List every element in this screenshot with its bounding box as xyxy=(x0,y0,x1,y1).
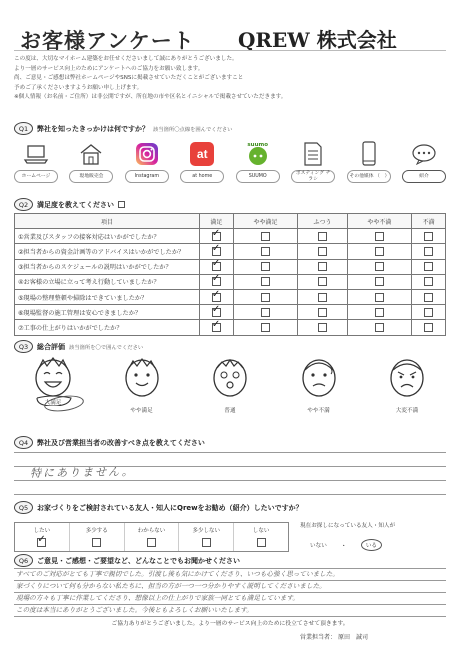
intro-text xyxy=(14,55,444,103)
rating-cell xyxy=(200,244,234,259)
rating-checkbox[interactable] xyxy=(261,308,270,317)
option-label: したい xyxy=(33,528,51,534)
rating-cell xyxy=(412,229,446,244)
satisfaction-item: ④お客様の立場に立って考え行動していましたか？ xyxy=(15,274,200,289)
satisfaction-item: ③担当者からのスケジュールの説明はいかがでしたか？ xyxy=(15,259,200,274)
rating-cell xyxy=(298,229,347,244)
face-label: やや不満 xyxy=(307,408,330,414)
rating-checkbox[interactable] xyxy=(261,247,270,256)
rating-checkbox[interactable] xyxy=(261,293,270,302)
rating-cell xyxy=(298,274,347,289)
company-name: QREW 株式会社 xyxy=(238,28,397,52)
rating-checkbox[interactable] xyxy=(261,277,270,286)
table-header-row xyxy=(15,214,446,229)
rating-cell xyxy=(200,274,234,289)
satisfaction-item: ⑥現場監督の施工管理は安心できましたか？ xyxy=(15,305,200,320)
source-open-house[interactable] xyxy=(69,141,113,193)
source-label: その他媒体 （ ） xyxy=(347,170,391,183)
q2-heading xyxy=(14,198,125,211)
rating-checkbox[interactable] xyxy=(318,293,327,302)
source-athome[interactable] xyxy=(180,141,224,193)
intro-line: 尚、ご意見・ご感想は弊社ホームページやSNSに掲載させていただくことがございますこと xyxy=(14,75,244,82)
rating-checkbox[interactable] xyxy=(375,293,384,302)
source-referral[interactable] xyxy=(402,141,446,193)
rating-checkbox[interactable] xyxy=(318,232,327,241)
option-checkbox[interactable] xyxy=(92,538,101,547)
q5-number: Q5 xyxy=(14,501,33,514)
recommend-option[interactable] xyxy=(179,523,234,551)
rating-cell xyxy=(412,289,446,304)
answer-line xyxy=(14,481,446,495)
flyer-icon xyxy=(300,141,326,167)
intro-line: ※個人情報（お名前・ご住所）は非公開ですが、所在地の市や区名とイニシャルで掲載させていただきます。 xyxy=(14,94,287,101)
face-neutral[interactable] xyxy=(197,354,263,414)
rating-cell xyxy=(200,229,234,244)
source-homepage[interactable] xyxy=(14,141,58,193)
q5-heading xyxy=(14,501,303,514)
source-label: ポスティング チラシ xyxy=(291,170,335,183)
rating-cell xyxy=(233,274,298,289)
q1-heading xyxy=(14,122,232,135)
recommend-option[interactable] xyxy=(15,523,70,551)
rating-cell xyxy=(347,289,412,304)
option-label: 多少する xyxy=(85,528,108,534)
col-header: 不満 xyxy=(412,214,446,229)
table-row xyxy=(15,259,446,274)
rating-cell xyxy=(347,274,412,289)
rating-checkbox[interactable] xyxy=(318,247,327,256)
rating-checkbox[interactable] xyxy=(375,308,384,317)
rating-checkbox[interactable] xyxy=(375,232,384,241)
option-checkbox[interactable] xyxy=(147,538,156,547)
source-label: 現地販売会 xyxy=(69,170,113,183)
satisfaction-table xyxy=(14,213,446,336)
face-somewhat-satisfied[interactable] xyxy=(109,354,175,414)
answer-text-line: この度は本当にありがとうございました。今後ともよろしくお願いいたします。 xyxy=(16,606,253,614)
face-frown-icon xyxy=(291,354,347,406)
recommend-option[interactable] xyxy=(125,523,180,551)
rating-cell xyxy=(233,244,298,259)
rating-cell xyxy=(298,289,347,304)
rating-checkbox[interactable] xyxy=(375,247,384,256)
friend-option-none[interactable]: いない xyxy=(310,543,327,549)
rating-cell xyxy=(298,320,347,335)
col-header: ふつう xyxy=(298,214,347,229)
q6-number: Q6 xyxy=(14,554,33,567)
rating-checkbox[interactable] xyxy=(318,262,327,271)
q4-heading xyxy=(14,436,205,449)
table-row xyxy=(15,244,446,259)
face-label: 大満足 xyxy=(44,400,62,406)
rating-cell xyxy=(412,320,446,335)
rating-cell xyxy=(200,305,234,320)
satisfaction-item: ②担当者からの資金計画等のアドバイスはいかがでしたか？ xyxy=(15,244,200,259)
house-icon xyxy=(78,141,104,167)
footer-thanks: ご協力ありがとうございました。より一層のサービス向上のために役立てさせて頂きます。 xyxy=(111,621,349,627)
option-label: しない xyxy=(252,528,270,534)
rating-cell xyxy=(200,289,234,304)
suumo-logo-text: suumo xyxy=(247,142,268,148)
recommend-options xyxy=(14,522,289,552)
rating-cell xyxy=(233,305,298,320)
face-label: 普通 xyxy=(224,408,236,414)
recommend-option[interactable] xyxy=(70,523,125,551)
source-options xyxy=(14,141,446,193)
rating-cell xyxy=(412,305,446,320)
rating-checkbox[interactable] xyxy=(318,308,327,317)
option-label: わからない xyxy=(137,528,166,534)
face-somewhat-dissatisfied[interactable] xyxy=(286,354,352,414)
face-smile-icon xyxy=(114,354,170,406)
rating-cell xyxy=(233,289,298,304)
q3-heading xyxy=(14,340,143,353)
source-label: ホームページ xyxy=(14,170,58,183)
rating-cell xyxy=(298,305,347,320)
rating-cell xyxy=(200,259,234,274)
satisfaction-item: ⑤現場の整理整頓や掃除はできていましたか？ xyxy=(15,289,200,304)
rating-cell xyxy=(412,259,446,274)
q1-number: Q1 xyxy=(14,122,33,135)
rating-checkbox[interactable] xyxy=(318,277,327,286)
answer-text-line: 現場の方々も丁寧に作業してくださり、想像以上の仕上がりで家族一同とても満足しています。 xyxy=(16,594,300,602)
source-flyer[interactable] xyxy=(291,141,335,193)
answer-text-line: すべてのご対応がとても丁寧で親切でした。引渡し後も気にかけてくださり、いつも心強く思っていました。 xyxy=(16,570,339,578)
q2-check-icon xyxy=(118,201,125,208)
table-row xyxy=(15,320,446,335)
q3-note: 該当箇所を〇で囲んでください xyxy=(69,344,144,351)
athome-logo-text: at xyxy=(190,142,214,166)
col-header: 項目 xyxy=(15,214,200,229)
athome-icon xyxy=(189,141,215,167)
rating-checkbox[interactable] xyxy=(212,308,221,317)
rating-cell xyxy=(233,320,298,335)
rating-checkbox[interactable] xyxy=(212,232,221,241)
q1-note: 該当箇所〇点線を囲んでください xyxy=(153,126,233,133)
chat-icon xyxy=(411,141,437,167)
rating-checkbox[interactable] xyxy=(212,323,221,332)
q6-answer xyxy=(16,568,444,616)
rating-cell xyxy=(347,320,412,335)
phone-icon xyxy=(356,141,382,167)
rating-checkbox[interactable] xyxy=(261,323,270,332)
intro-line: 予めご了承くださいますようお願い申し上げます。 xyxy=(14,84,143,91)
q1-label: 弊社を知ったきっかけは何ですか？ xyxy=(37,124,149,133)
q2-number: Q2 xyxy=(14,198,33,211)
face-very-dissatisfied[interactable] xyxy=(374,354,440,414)
satisfaction-item: ①営業及びスタッフの接客対応はいかがでしたか？ xyxy=(15,229,200,244)
suumo-icon xyxy=(245,141,271,167)
rating-cell xyxy=(347,259,412,274)
answer-text-line: 家づくりについて何も分からない私たちに、担当の方が一つ一つ分かりやすく説明してくださいました。 xyxy=(16,582,326,590)
friend-options: いない ・ いる xyxy=(300,539,446,551)
table-row xyxy=(15,289,446,304)
col-header: やや満足 xyxy=(233,214,298,229)
rating-cell xyxy=(412,244,446,259)
rating-checkbox[interactable] xyxy=(424,247,433,256)
rating-checkbox[interactable] xyxy=(212,247,221,256)
q2-label: 満足度を教えてください xyxy=(37,200,114,209)
rating-checkbox[interactable] xyxy=(375,277,384,286)
rating-cell xyxy=(233,229,298,244)
staff-name: 原田 誠司 xyxy=(337,634,368,641)
table-row xyxy=(15,305,446,320)
friend-question-label: 現在お探しになっている友人・知人が xyxy=(300,523,396,529)
source-label: 紹介 xyxy=(402,170,446,183)
rating-cell xyxy=(298,244,347,259)
rating-checkbox[interactable] xyxy=(424,323,433,332)
rating-checkbox[interactable] xyxy=(424,293,433,302)
staff-label: 営業担当者： xyxy=(300,634,337,641)
face-label: 大変不満 xyxy=(395,408,419,414)
option-label: 多少しない xyxy=(192,528,221,534)
q3-number: Q3 xyxy=(14,340,33,353)
rating-checkbox[interactable] xyxy=(318,323,327,332)
q6-heading xyxy=(14,554,240,567)
rating-checkbox[interactable] xyxy=(212,293,221,302)
q3-label: 総合評価 xyxy=(37,342,65,351)
q4-answer: 特にありません。 xyxy=(29,465,135,480)
face-rating xyxy=(20,354,440,414)
rating-checkbox[interactable] xyxy=(424,232,433,241)
col-header: やや不満 xyxy=(347,214,412,229)
option-checkbox[interactable] xyxy=(257,538,266,547)
friend-option-yes[interactable]: いる xyxy=(361,539,382,551)
rating-cell xyxy=(412,274,446,289)
option-checkbox[interactable] xyxy=(202,538,211,547)
rating-checkbox[interactable] xyxy=(424,277,433,286)
intro-line: より一層のサービス向上のためにアンケートへのご協力をお願い致します。 xyxy=(14,65,204,72)
q5-label: お家づくりをご検討されている友人・知人にQrewをお勧め（紹介）したいですか？ xyxy=(37,503,303,512)
source-label: SUUMO xyxy=(236,170,280,183)
rating-checkbox[interactable] xyxy=(375,262,384,271)
rating-checkbox[interactable] xyxy=(424,308,433,317)
rating-checkbox[interactable] xyxy=(212,277,221,286)
rating-cell xyxy=(200,320,234,335)
instagram-icon xyxy=(134,141,160,167)
col-header: 満足 xyxy=(200,214,234,229)
sales-staff xyxy=(300,632,368,641)
satisfaction-item: ⑦工事の仕上がりはいかがでしたか？ xyxy=(15,320,200,335)
rating-cell xyxy=(347,229,412,244)
source-other-media[interactable] xyxy=(347,141,391,193)
rating-checkbox[interactable] xyxy=(261,262,270,271)
face-angry-icon xyxy=(379,354,435,406)
survey-title: お客様アンケート xyxy=(20,29,195,53)
rating-cell xyxy=(298,259,347,274)
option-checkbox[interactable] xyxy=(37,538,46,547)
recommend-option[interactable] xyxy=(234,523,288,551)
rating-checkbox[interactable] xyxy=(375,323,384,332)
rating-cell xyxy=(233,259,298,274)
title-underline xyxy=(14,50,446,51)
source-label: at home xyxy=(180,170,224,183)
source-suumo[interactable] xyxy=(236,141,280,193)
q4-label: 弊社及び営業担当者の改善すべき点を教えてください xyxy=(37,438,205,447)
source-label: Instagram xyxy=(125,170,169,183)
rating-checkbox[interactable] xyxy=(424,262,433,271)
table-row xyxy=(15,274,446,289)
table-row xyxy=(15,229,446,244)
intro-line: この度は、大切なマイホーム建築をお任せくださいまして誠にありがとうございました。 xyxy=(14,56,238,62)
rating-checkbox[interactable] xyxy=(212,262,221,271)
source-instagram[interactable] xyxy=(125,141,169,193)
q4-number: Q4 xyxy=(14,436,33,449)
rating-cell xyxy=(347,244,412,259)
laptop-icon xyxy=(23,141,49,167)
q6-label: ご意見・ご感想・ご要望など、どんなことでもお聞かせください xyxy=(37,556,240,565)
rating-checkbox[interactable] xyxy=(261,232,270,241)
rating-cell xyxy=(347,305,412,320)
face-label: やや満足 xyxy=(130,408,153,414)
face-neutral-icon xyxy=(202,354,258,406)
friend-question xyxy=(300,521,446,551)
